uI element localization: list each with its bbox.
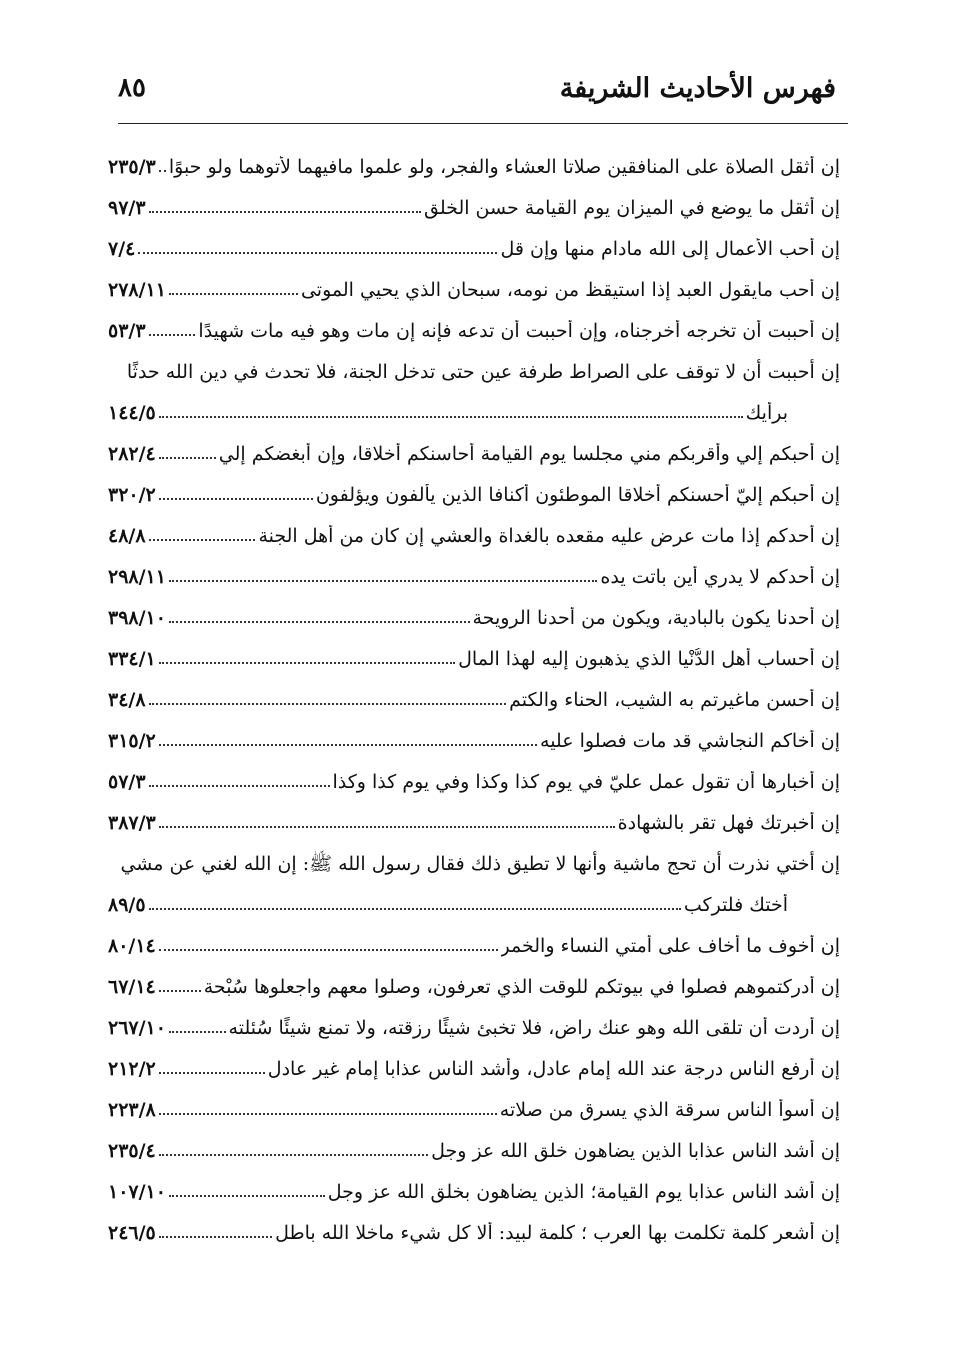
leader-dots (149, 537, 256, 541)
entry-reference: ٢٣٥/٣ (108, 156, 156, 179)
leader-dots (159, 455, 216, 459)
entry-text-line1: إن أحببت أن لا توقف على الصراط طرفة عين حتى تدخل الجنة، فلا تحدث في دين الله حدثًا (126, 361, 840, 384)
entry-reference: ٣٨٧/٣ (108, 812, 156, 835)
entry-reference: ٨٠/١٤ (108, 935, 156, 958)
entry-reference: ٢٤٦/٥ (108, 1222, 156, 1245)
leader-dots (169, 291, 298, 295)
entry-text: إن أحببت أن تخرجه أخرجناه، وإن أحببت أن تدعه فإنه إن مات وهو فيه مات شهيدًا (198, 320, 840, 343)
entry-text: إن أحساب أهل الدُّنْيا الذي يذهبون إليه لهذا المال (458, 648, 840, 671)
index-entry (108, 507, 840, 548)
entry-text: إن أشد الناس عذابا يوم القيامة؛ الذين يضاهون بخلق الله عز وجل (327, 1181, 840, 1204)
index-entry (108, 302, 840, 343)
index-entry (108, 630, 840, 671)
entry-reference: ١٤٤/٥ (108, 402, 156, 425)
leader-dots (149, 332, 196, 336)
entry-text: أختك فلتركب (683, 894, 788, 917)
leader-dots (138, 250, 497, 254)
leader-dots (159, 496, 313, 500)
entry-reference: ٨٩/٥ (108, 894, 146, 917)
leader-dots (169, 1193, 325, 1197)
leader-dots (159, 742, 537, 746)
entry-reference: ٣٣٤/١ (108, 648, 156, 671)
index-entry (108, 671, 840, 712)
index-entry (108, 466, 840, 507)
entry-text: إن أحب الأعمال إلى الله مادام منها وإن قل (500, 238, 840, 261)
index-entry (108, 917, 840, 958)
leader-dots (159, 1152, 428, 1156)
index-entry (108, 712, 840, 753)
entry-reference: ٦٧/١٤ (108, 976, 156, 999)
entry-text: إن أخبرتك فهل تقر بالشهادة (617, 812, 840, 835)
entry-text: إن أردت أن تلقى الله وهو عنك راض، فلا تخبئ شيئًا رزقته، ولا تمنع شيئًا سُئلته (228, 1017, 840, 1040)
entry-reference: ٩٧/٣ (108, 197, 146, 220)
entry-reference: ٣٢٠/٢ (108, 484, 156, 507)
entry-text: إن أشعر كلمة تكلمت بها العرب ؛ كلمة لبيد: ألا كل شيء ماخلا الله باطل (275, 1222, 840, 1245)
leader-dots (159, 414, 743, 418)
leader-dots (159, 660, 455, 664)
index-entry (108, 794, 840, 835)
leader-dots (149, 783, 330, 787)
index-entry (108, 138, 840, 179)
entry-text: إن أحدكم لا يدري أين باتت يده (600, 566, 840, 589)
entry-text: إن أحبكم إليّ أحسنكم أخلاقا الموطئون أكنافا الذين يألفون ويؤلفون (315, 484, 840, 507)
entry-reference: ٢٨٢/٤ (108, 443, 156, 466)
index-entry (108, 999, 840, 1040)
entry-text: إن أخبارها أن تقول عمل عليّ في يوم كذا وكذا وفي يوم كذا وكذا (332, 771, 840, 794)
index-entry (108, 179, 840, 220)
entry-reference: ٢٢٣/٨ (108, 1099, 156, 1122)
index-entry (108, 548, 840, 589)
index-entry (108, 1122, 840, 1163)
running-title: فهرس الأحاديث الشريفة (559, 72, 836, 104)
index-entry (108, 958, 840, 999)
index-entry (108, 220, 840, 261)
page-number: ٨٥ (118, 73, 146, 103)
entry-reference: ٣١٥/٢ (108, 730, 156, 753)
entry-text: إن أحسن ماغيرتم به الشيب، الحناء والكتم (509, 689, 840, 712)
entry-reference: ٤٨/٨ (108, 525, 146, 548)
index-entry (108, 343, 840, 425)
entry-text: إن أحبكم إلي وأقربكم مني مجلسا يوم القيامة أحاسنكم أخلاقا، وإن أبغضكم إلي (218, 443, 840, 466)
index-entry (108, 589, 840, 630)
leader-dots (169, 619, 470, 623)
entry-reference: ٢٣٥/٤ (108, 1140, 156, 1163)
leader-dots (169, 578, 597, 582)
entry-reference: ٧/٤ (108, 238, 136, 261)
leader-dots (159, 1111, 497, 1115)
index-entry (108, 1081, 840, 1122)
entry-text: إن أحدنا يكون بالبادية، ويكون من أحدنا الرويحة (472, 607, 840, 630)
index-entry (108, 261, 840, 302)
index-entry (108, 835, 840, 917)
leader-dots (159, 1070, 265, 1074)
leader-dots (169, 1029, 226, 1033)
entry-text: إن أدركتموهم فصلوا في بيوتكم للوقت الذي تعرفون، وصلوا معهم واجعلوها سُبْحة (203, 976, 840, 999)
entry-text: إن أرفع الناس درجة عند الله إمام عادل، وأشد الناس عذابا إمام غير عادل (267, 1058, 840, 1081)
leader-dots (149, 209, 421, 213)
index-entry (108, 753, 840, 794)
index-entry (108, 1040, 840, 1081)
hadith-index-list (108, 138, 840, 1245)
entry-text: إن أثقل الصلاة على المنافقين صلاتا العشاء والفجر، ولو علموا مافيهما لأتوهما ولو حبوًا (168, 156, 840, 179)
entry-text: إن أحب مايقول العبد إذا استيقظ من نومه، سبحان الذي يحيي الموتى (300, 279, 840, 302)
entry-text: إن أشد الناس عذابا الذين يضاهون خلق الله عز وجل (431, 1140, 840, 1163)
entry-reference: ٢٧٨/١١ (108, 279, 166, 302)
leader-dots (159, 824, 615, 828)
index-entry (108, 1163, 840, 1204)
entry-reference: ٢٩٨/١١ (108, 566, 166, 589)
entry-text: إن أخوف ما أخاف على أمتي النساء والخمر (500, 935, 840, 958)
entry-reference: ٢١٢/٢ (108, 1058, 156, 1081)
entry-text: برأيك (745, 402, 788, 425)
entry-text: إن أسوأ الناس سرقة الذي يسرق من صلاته (499, 1099, 840, 1122)
entry-reference: ٢٦٧/١٠ (108, 1017, 166, 1040)
leader-dots (159, 947, 498, 951)
leader-dots (159, 168, 166, 172)
entry-reference: ٥٣/٣ (108, 320, 146, 343)
header-rule (118, 123, 848, 124)
entry-reference: ١٠٧/١٠ (108, 1181, 166, 1204)
leader-dots (159, 988, 201, 992)
index-entry (108, 425, 840, 466)
page-header (118, 64, 836, 112)
entry-reference: ٣٩٨/١٠ (108, 607, 166, 630)
entry-reference: ٣٤/٨ (108, 689, 146, 712)
leader-dots (149, 906, 681, 910)
index-entry (108, 1204, 840, 1245)
entry-text-line1: إن أختي نذرت أن تحج ماشية وأنها لا تطيق ذلك فقال رسول الله ﷺ: إن الله لغني عن مشي (120, 853, 840, 876)
leader-dots (149, 701, 507, 705)
entry-reference: ٥٧/٣ (108, 771, 146, 794)
entry-text: إن أحدكم إذا مات عرض عليه مقعده بالغداة والعشي إن كان من أهل الجنة (258, 525, 840, 548)
entry-text: إن أخاكم النجاشي قد مات فصلوا عليه (540, 730, 840, 753)
leader-dots (159, 1234, 272, 1238)
entry-text: إن أثقل ما يوضع في الميزان يوم القيامة حسن الخلق (424, 197, 840, 220)
